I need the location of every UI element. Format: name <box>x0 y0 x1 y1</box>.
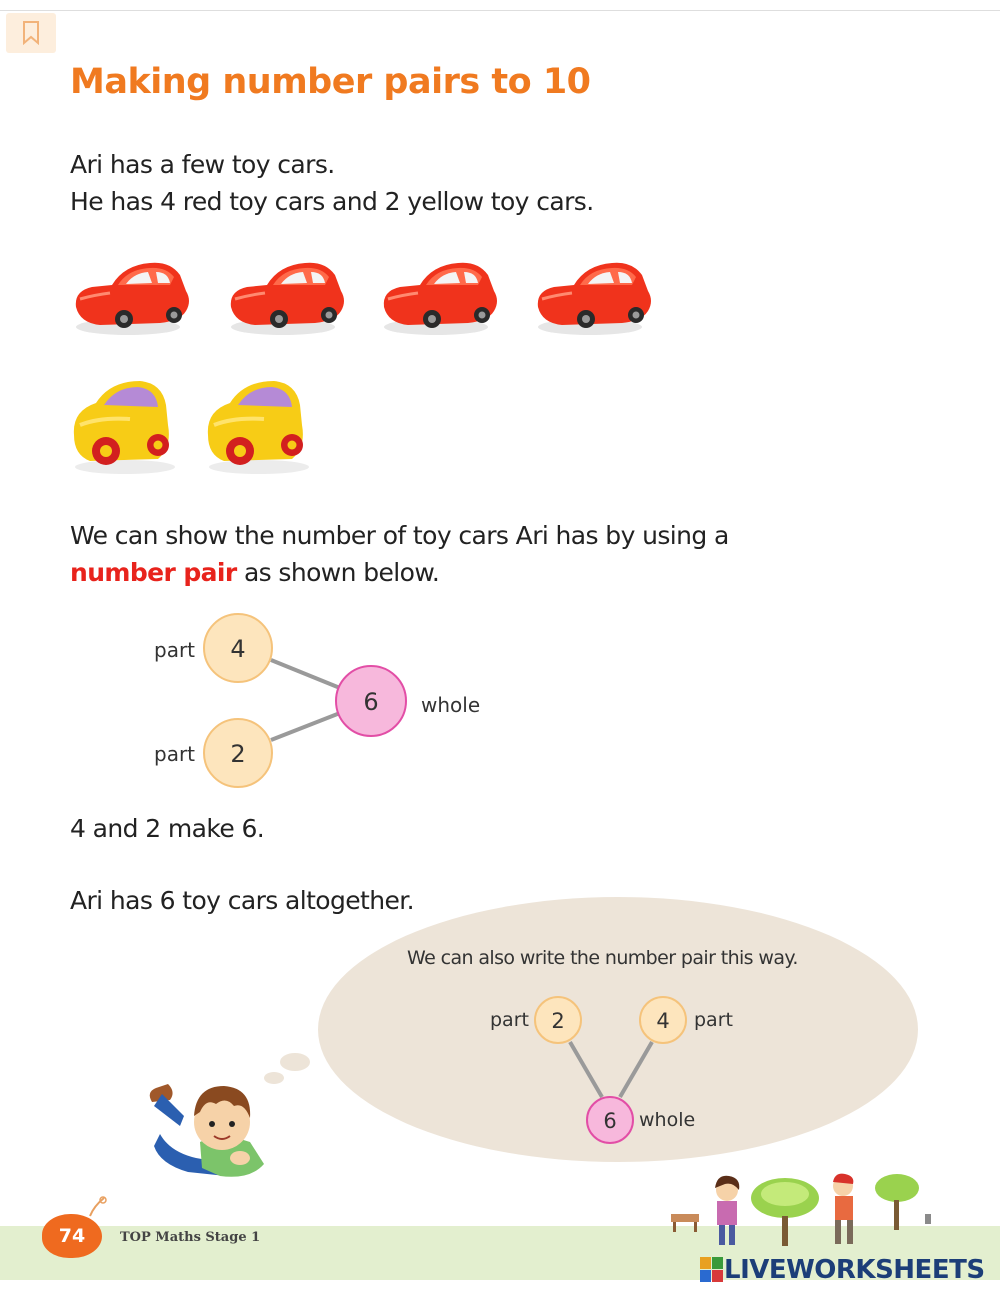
red-cars-row <box>70 255 660 345</box>
bubble-connector-right <box>620 1042 652 1097</box>
part-top-value: 4 <box>230 635 246 663</box>
red-toy-car <box>76 263 189 335</box>
book-title: TOP Maths Stage 1 <box>120 1230 261 1245</box>
part-bottom-label: part <box>154 742 196 766</box>
bubble-whole-value: 6 <box>603 1109 617 1133</box>
red-toy-car <box>538 263 651 335</box>
sentence-make: 4 and 2 make 6. <box>70 814 265 843</box>
page-number: 74 <box>42 1214 102 1258</box>
yellow-toy-car <box>74 381 175 474</box>
bubble-whole-label: whole <box>639 1109 696 1131</box>
bubble-text: We can also write the number pair this way. <box>407 947 798 969</box>
number-pair-highlight: number pair <box>70 558 237 587</box>
part-bottom-value: 2 <box>230 740 246 768</box>
pencil-doodle <box>86 1194 110 1220</box>
number-pair-diagram <box>0 600 560 800</box>
bubble-number-pair <box>470 985 770 1150</box>
watermark-text: LIVEWORKSHEETS <box>724 1255 985 1285</box>
boy-illustration <box>140 1072 275 1187</box>
bubble-connector-left <box>570 1042 602 1097</box>
liveworksheets-logo-icon <box>700 1257 724 1283</box>
red-toy-car <box>384 263 497 335</box>
yellow-cars-row <box>70 375 330 480</box>
yellow-toy-car <box>208 381 309 474</box>
intro-line-1: Ari has a few toy cars. <box>70 150 335 179</box>
children-trees-illustration <box>665 1170 940 1260</box>
red-toy-car <box>231 263 344 335</box>
liveworksheets-logo <box>700 1255 985 1285</box>
sentence-total: Ari has 6 toy cars altogether. <box>70 886 414 915</box>
bookmark-icon <box>22 21 40 45</box>
part-top-label: part <box>154 638 196 662</box>
bubble-part-right-value: 4 <box>656 1009 670 1033</box>
connector-top <box>271 660 340 688</box>
bookmark-button[interactable] <box>6 13 56 53</box>
page-title: Making number pairs to 10 <box>70 62 591 102</box>
bubble-part-right-label: part <box>694 1009 733 1031</box>
whole-label: whole <box>421 693 481 717</box>
top-divider <box>0 10 1000 11</box>
intro-line-2: He has 4 red toy cars and 2 yellow toy cars. <box>70 187 594 216</box>
explain-rest: as shown below. <box>236 558 440 587</box>
explain-line-1: We can show the number of toy cars Ari has by using a <box>70 521 729 550</box>
bubble-part-left-label: part <box>490 1009 529 1031</box>
explain-line-2 <box>70 558 439 587</box>
whole-value: 6 <box>363 688 379 716</box>
bubble-part-left-value: 2 <box>551 1009 565 1033</box>
connector-bottom <box>271 713 340 740</box>
